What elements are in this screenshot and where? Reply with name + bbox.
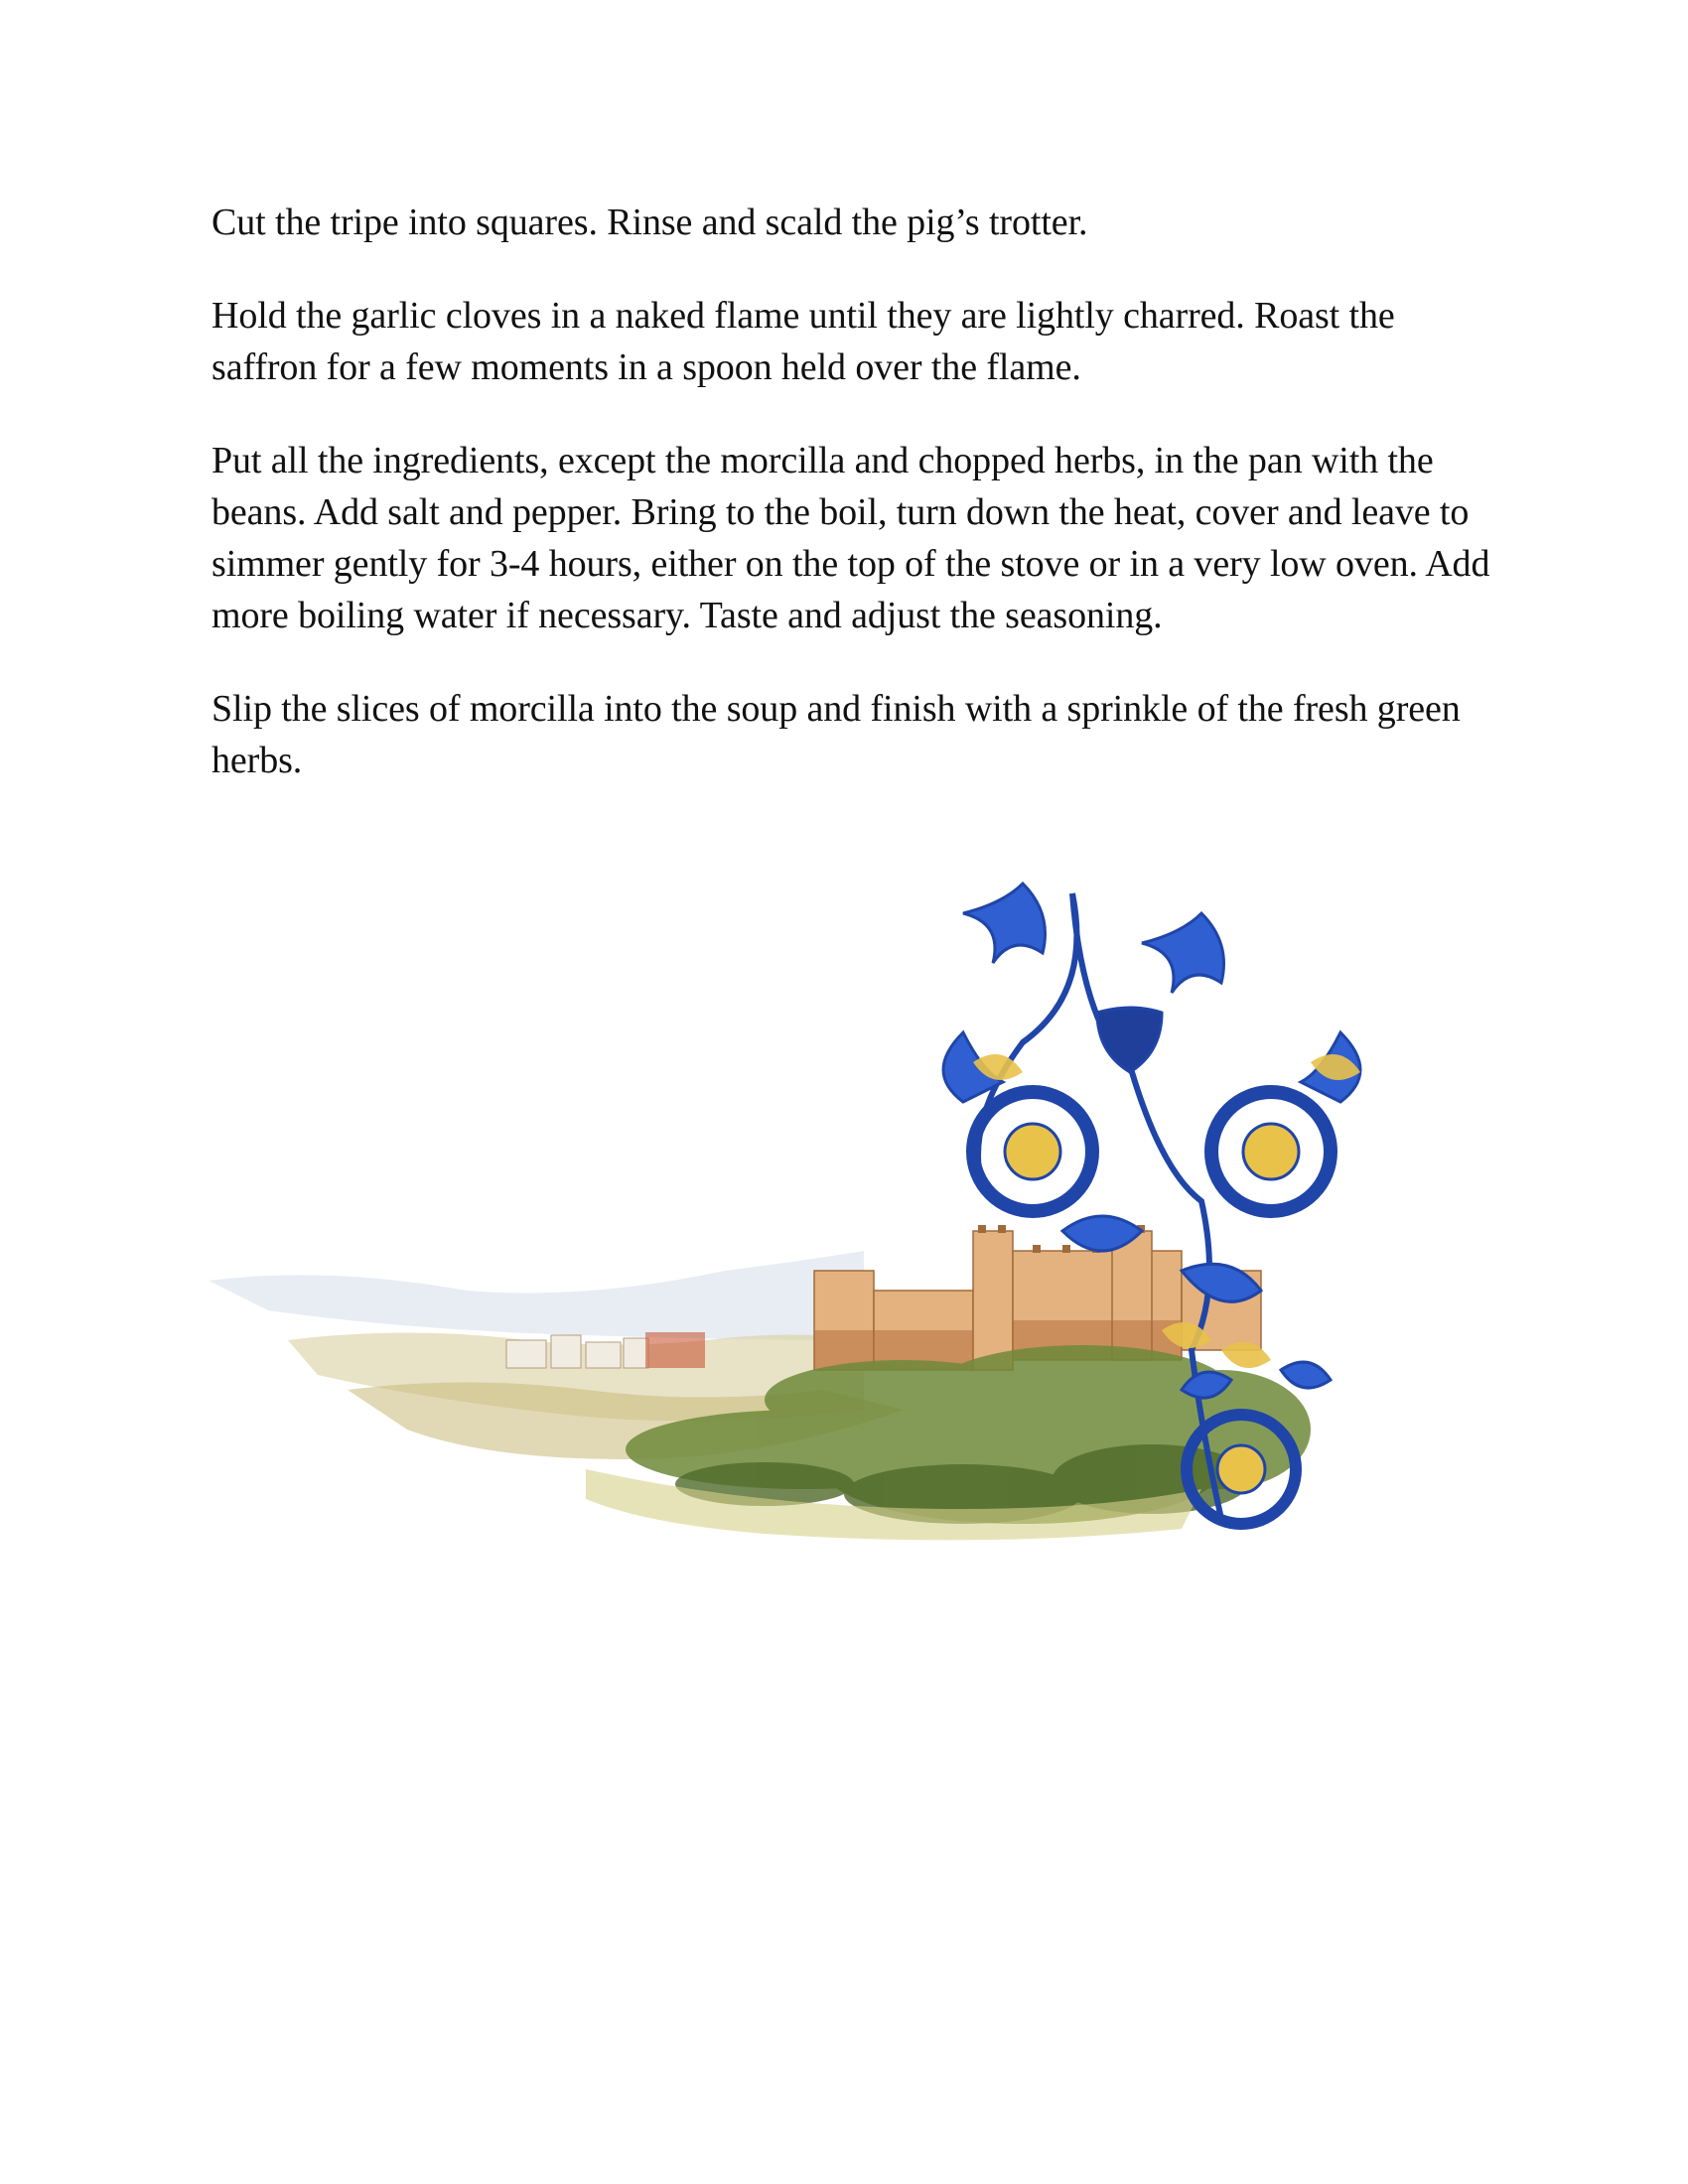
method-paragraph-1: Cut the tripe into squares. Rinse and scald the pig’s trotter. [211,202,1088,243]
method-paragraph-3: Put all the ingredients, except the morcilla and chopped herbs, in the pan with the beans. Add salt and pepper. Bring to the boil, turn down the heat, cover and leave to simmer gently for 3-4 hours, either on the top of the stove or in a very low oven. Add more boiling water if necessary. Taste and adjust the seasoning. [211,440,1490,636]
method-paragraph-4: Slip the slices of morcilla into the soup and finish with a sprinkle of the fresh green herbs. [211,688,1461,781]
landscape-with-castle-and-tile-ornament-illustration [209,874,1470,1549]
method-paragraph-2: Hold the garlic cloves in a naked flame until they are lightly charred. Roast the saffron for a few moments in a spoon held over the flame. [211,295,1395,388]
recipe-method [211,197,1492,828]
